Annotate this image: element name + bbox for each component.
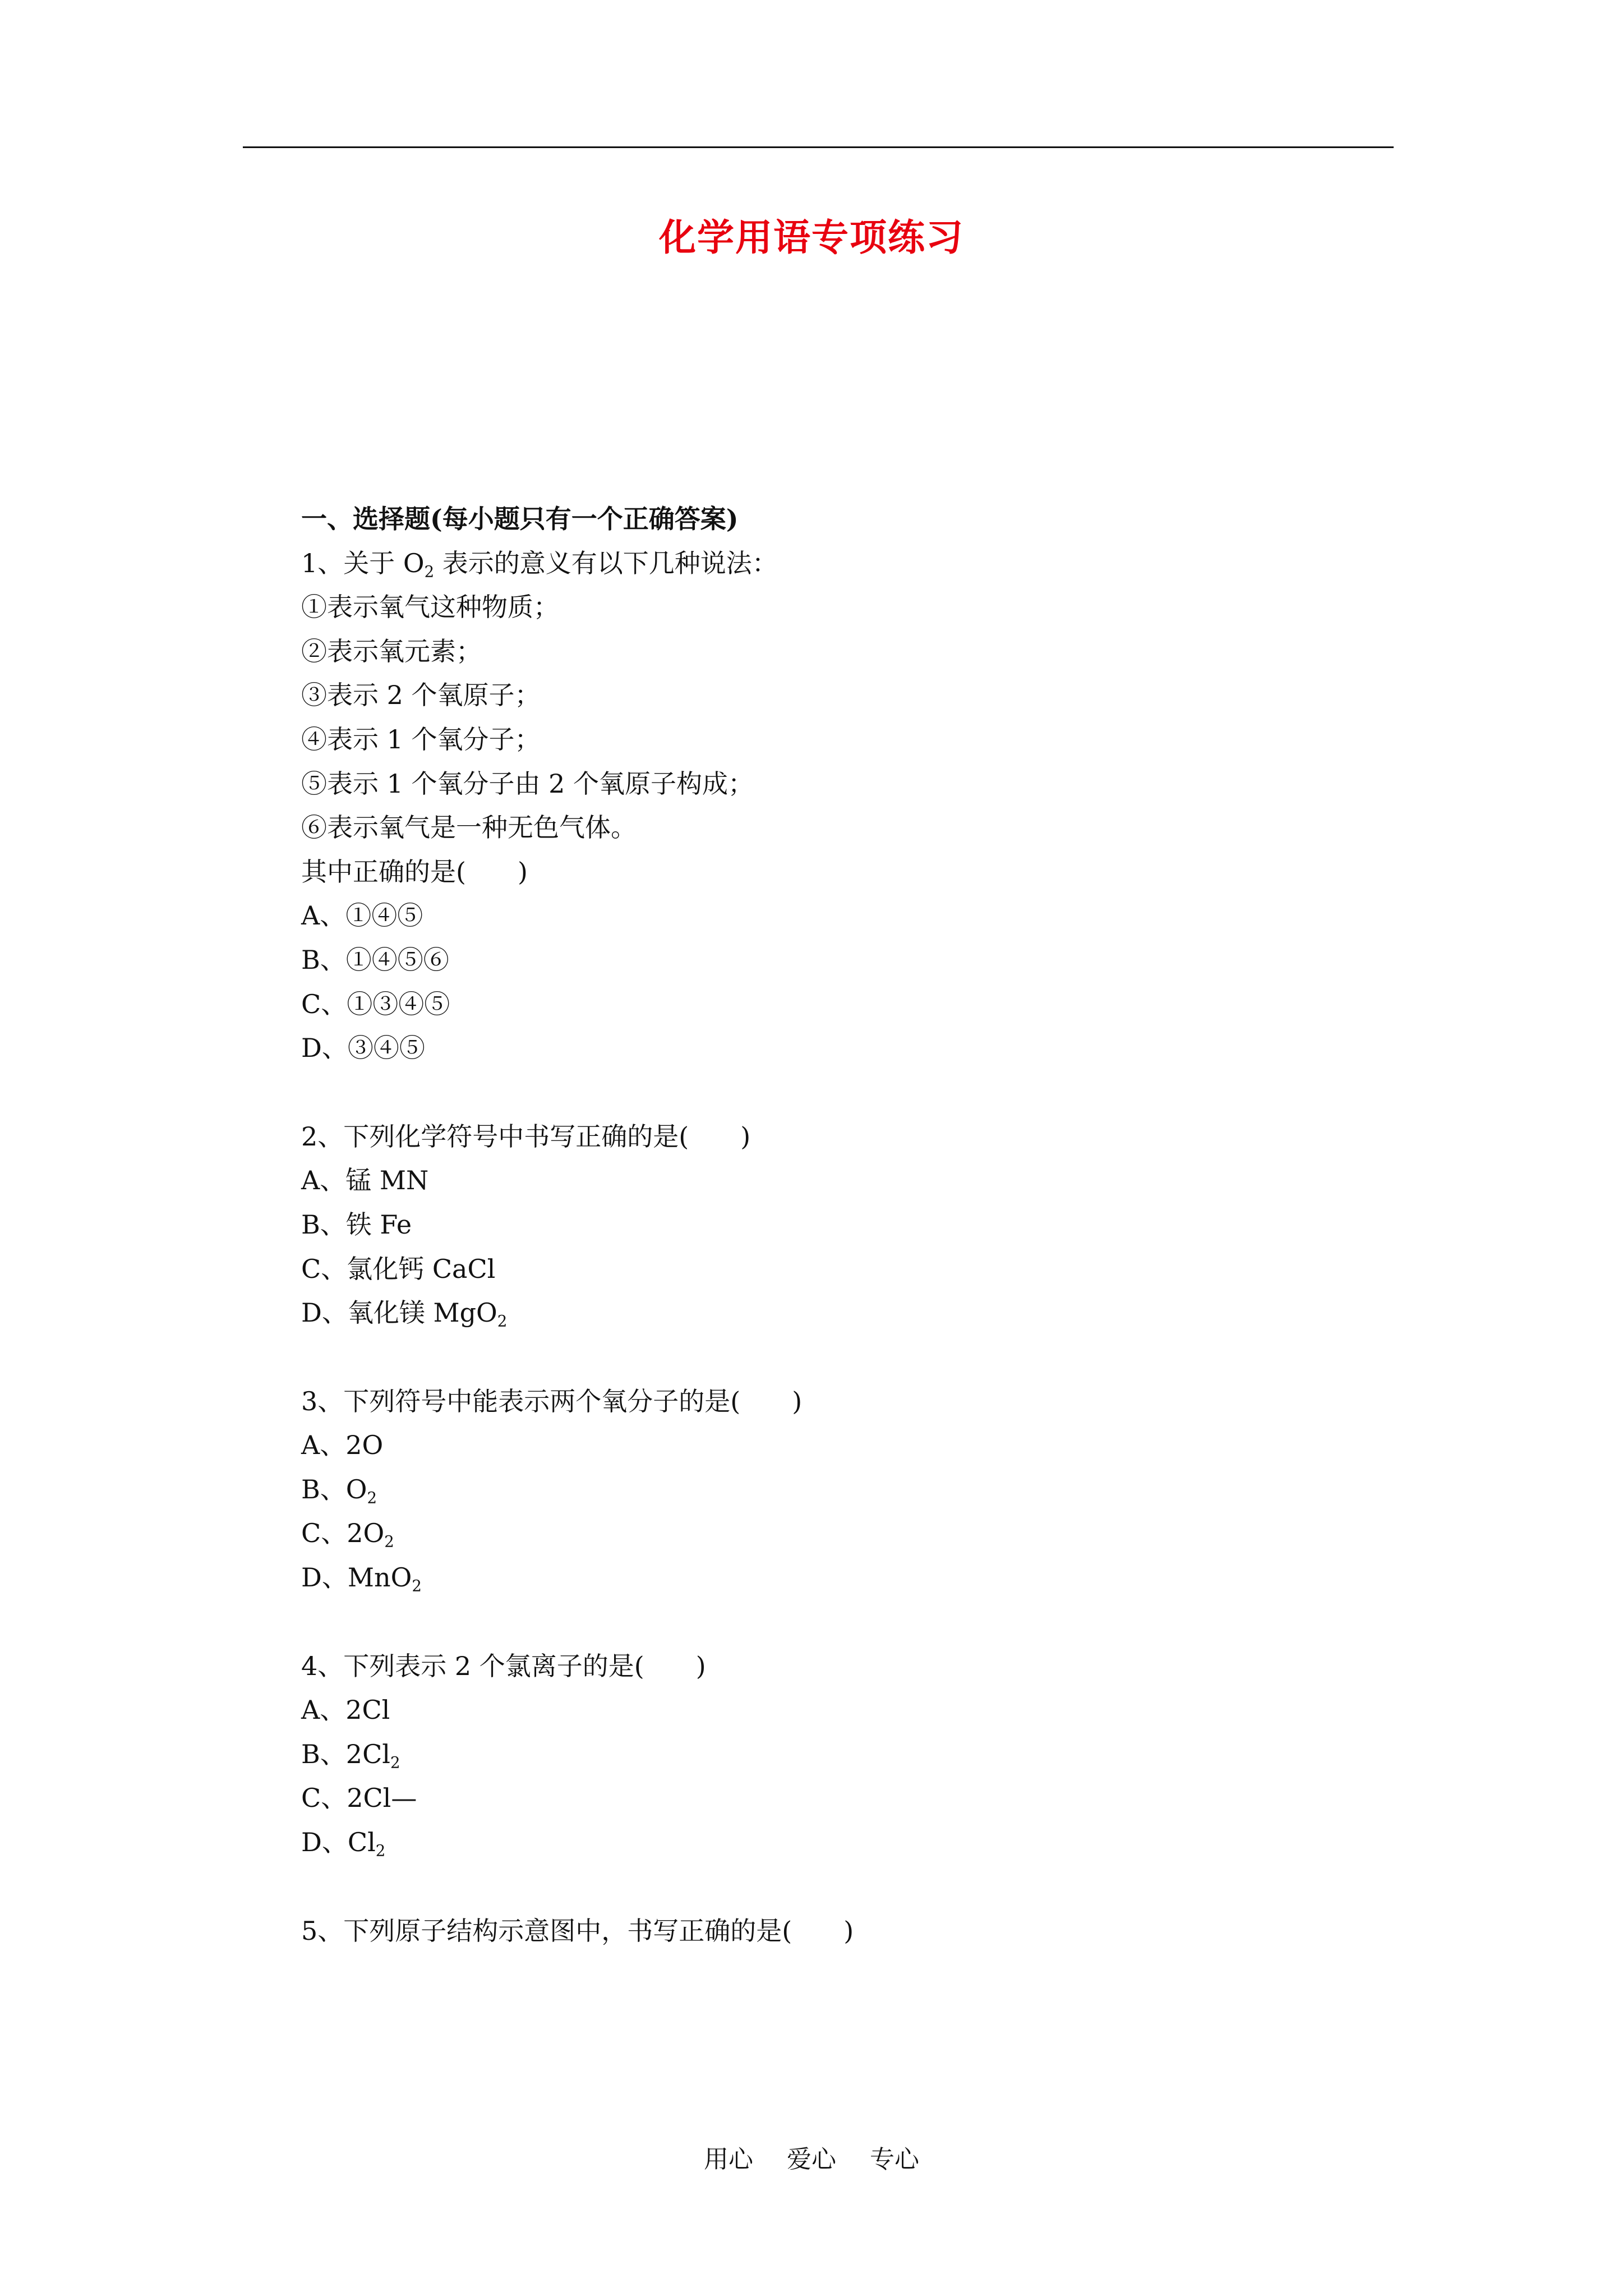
- question-1-statement: ②表示氧元素；: [301, 636, 482, 666]
- question-1-statement: ①表示氧气这种物质；: [301, 592, 559, 623]
- question-3-option-a: A、2O: [301, 1430, 384, 1461]
- question-3-option-b: B、$O_2$: [301, 1474, 377, 1507]
- section-heading: 一、选择题(每小题只有一个正确答案): [301, 504, 739, 534]
- question-4-option-b: B、$2Cl_2$: [301, 1738, 400, 1772]
- question-gap: [301, 1070, 1479, 1115]
- question-5-stem: 5、下列原子结构示意图中，书写正确的是( ): [301, 1915, 854, 1946]
- question-2-option-d: D、氧化镁 MgO$_2$: [301, 1297, 508, 1331]
- question-2-option-b: B、铁 Fe: [301, 1209, 412, 1240]
- question-gap: [301, 1335, 1479, 1379]
- question-1-prompt: 其中正确的是( ): [301, 856, 528, 887]
- question-1-option-c: C、①③④⑤: [301, 988, 450, 1019]
- footer-item: 用心: [704, 2145, 753, 2174]
- footer-item: 爱心: [787, 2145, 836, 2174]
- question-1-statement: ⑥表示氧气是一种无色气体。: [301, 812, 637, 843]
- question-gap: [301, 1865, 1479, 1909]
- question-4-option-d: D、$Cl_2$: [301, 1827, 386, 1860]
- page-footer: [0, 2143, 1623, 2177]
- question-1-statement: ④表示 1 个氧分子；: [301, 724, 541, 754]
- question-2-option-a: A、锰 MN: [301, 1165, 429, 1196]
- question-3-option-d: D、MnO$_2$: [301, 1562, 422, 1595]
- question-1-option-a: A、①④⑤: [301, 900, 423, 931]
- question-4-option-c: C、2Cl—: [301, 1783, 417, 1814]
- footer-item: 专心: [870, 2145, 919, 2174]
- document-title: 化学用语专项练习: [659, 215, 964, 259]
- question-1-statement: ③表示 2 个氧原子；: [301, 680, 541, 711]
- question-2-option-c: C、氯化钙 CaCl: [301, 1253, 496, 1284]
- document-body: [301, 497, 1479, 1953]
- question-1-stem: 1、关于 $O_2$ 表示的意义有以下几种说法：: [301, 547, 778, 581]
- question-gap: [301, 1600, 1479, 1644]
- question-1-option-d: D、③④⑤: [301, 1033, 425, 1064]
- question-1-statement: ⑤表示 1 个氧分子由 2 个氧原子构成；: [301, 768, 754, 799]
- question-4-stem: 4、下列表示 2 个氯离子的是( ): [301, 1650, 706, 1681]
- question-1-option-b: B、①④⑤⑥: [301, 944, 449, 975]
- question-3-stem: 3、下列符号中能表示两个氧分子的是( ): [301, 1386, 803, 1416]
- question-4-option-a: A、2Cl: [301, 1695, 390, 1726]
- question-2-stem: 2、下列化学符号中书写正确的是( ): [301, 1121, 751, 1152]
- header-rule: [243, 146, 1394, 148]
- question-3-option-c: C、$2O_2$: [301, 1518, 394, 1551]
